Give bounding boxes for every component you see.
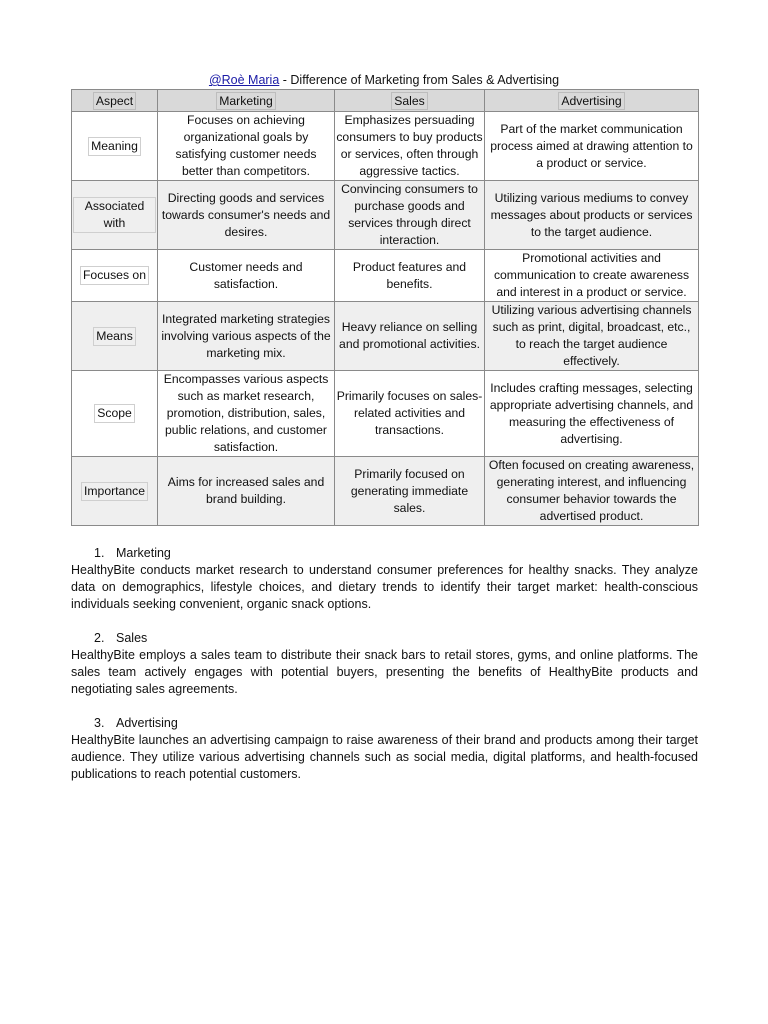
section-number: 2.: [94, 631, 105, 645]
section-paragraph: HealthyBite employs a sales team to distribute their snack bars to retail stores, gyms, and online platforms. The sales team actively engages with potential buyers, presenting the benefits of HealthyBite products and negotiating sales agreements.: [71, 648, 698, 696]
advertising-cell: Utilizing various advertising channels such as print, digital, broadcast, etc., to reach the target audience effectively.: [485, 302, 699, 371]
aspect-label: Associated with: [73, 197, 156, 233]
advertising-cell: Part of the market communication process aimed at drawing attention to a product or service.: [485, 112, 699, 181]
section-number: 1.: [94, 546, 105, 560]
marketing-cell: Directing goods and services towards consumer's needs and desires.: [158, 181, 335, 250]
aspect-label: Means: [93, 327, 136, 346]
marketing-cell: Aims for increased sales and brand building.: [158, 457, 335, 526]
aspect-cell: [72, 302, 158, 371]
aspect-cell: [72, 112, 158, 181]
marketing-cell: Customer needs and satisfaction.: [158, 250, 335, 302]
section-heading: [71, 630, 698, 647]
sales-cell: Primarily focuses on sales-related activities and transactions.: [335, 371, 485, 457]
section-number: 3.: [94, 716, 105, 730]
table-caption: [0, 72, 768, 88]
header-marketing: Marketing: [158, 90, 335, 112]
aspect-cell: [72, 371, 158, 457]
table-row: [72, 371, 699, 457]
header-advertising: Advertising: [485, 90, 699, 112]
marketing-cell: Integrated marketing strategies involving various aspects of the marketing mix.: [158, 302, 335, 371]
section-sales: [71, 630, 698, 698]
sales-cell: Heavy reliance on selling and promotional activities.: [335, 302, 485, 371]
section-title: Sales: [116, 631, 148, 645]
caption-text: - Difference of Marketing from Sales & Advertising: [279, 73, 560, 87]
section-title: Advertising: [116, 716, 178, 730]
author-link[interactable]: @Roè Maria: [208, 73, 280, 87]
table-row: [72, 181, 699, 250]
aspect-label: Scope: [94, 404, 135, 423]
section-heading: [71, 715, 698, 732]
section-marketing: [71, 545, 698, 613]
advertising-cell: Promotional activities and communication to create awareness and interest in a product or service.: [485, 250, 699, 302]
aspect-cell: [72, 457, 158, 526]
section-title: Marketing: [116, 546, 171, 560]
table-row: [72, 112, 699, 181]
sales-cell: Emphasizes persuading consumers to buy products or services, often through aggressive tactics.: [335, 112, 485, 181]
body-text: [71, 545, 698, 800]
section-advertising: [71, 715, 698, 783]
aspect-cell: [72, 250, 158, 302]
advertising-cell: Utilizing various mediums to convey messages about products or services to the target audience.: [485, 181, 699, 250]
aspect-label: Importance: [81, 482, 148, 501]
header-aspect: Aspect: [72, 90, 158, 112]
marketing-cell: Encompasses various aspects such as market research, promotion, distribution, sales, public relations, and customer satisfaction.: [158, 371, 335, 457]
table-row: [72, 457, 699, 526]
aspect-label: Meaning: [88, 137, 141, 156]
table-header-row: [72, 90, 699, 112]
aspect-label: Focuses on: [80, 266, 149, 285]
comparison-table: [71, 89, 699, 526]
advertising-cell: Includes crafting messages, selecting appropriate advertising channels, and measuring the effectiveness of advertising.: [485, 371, 699, 457]
table-row: [72, 250, 699, 302]
section-heading: [71, 545, 698, 562]
section-paragraph: HealthyBite conducts market research to understand consumer preferences for healthy snacks. They analyze data on demographics, lifestyle choices, and dietary trends to identify their target market: health-conscious individuals seeking convenient, organic snack options.: [71, 563, 698, 611]
table-row: [72, 302, 699, 371]
advertising-cell: Often focused on creating awareness, generating interest, and influencing consumer behavior towards the advertised product.: [485, 457, 699, 526]
sales-cell: Primarily focused on generating immediate sales.: [335, 457, 485, 526]
header-sales: Sales: [335, 90, 485, 112]
sales-cell: Convincing consumers to purchase goods and services through direct interaction.: [335, 181, 485, 250]
aspect-cell: [72, 181, 158, 250]
marketing-cell: Focuses on achieving organizational goals by satisfying customer needs better than competitors.: [158, 112, 335, 181]
section-paragraph: HealthyBite launches an advertising campaign to raise awareness of their brand and products among their target audience. They utilize various advertising channels such as social media, digital platforms, and health-focused publications to reach potential customers.: [71, 733, 698, 781]
sales-cell: Product features and benefits.: [335, 250, 485, 302]
